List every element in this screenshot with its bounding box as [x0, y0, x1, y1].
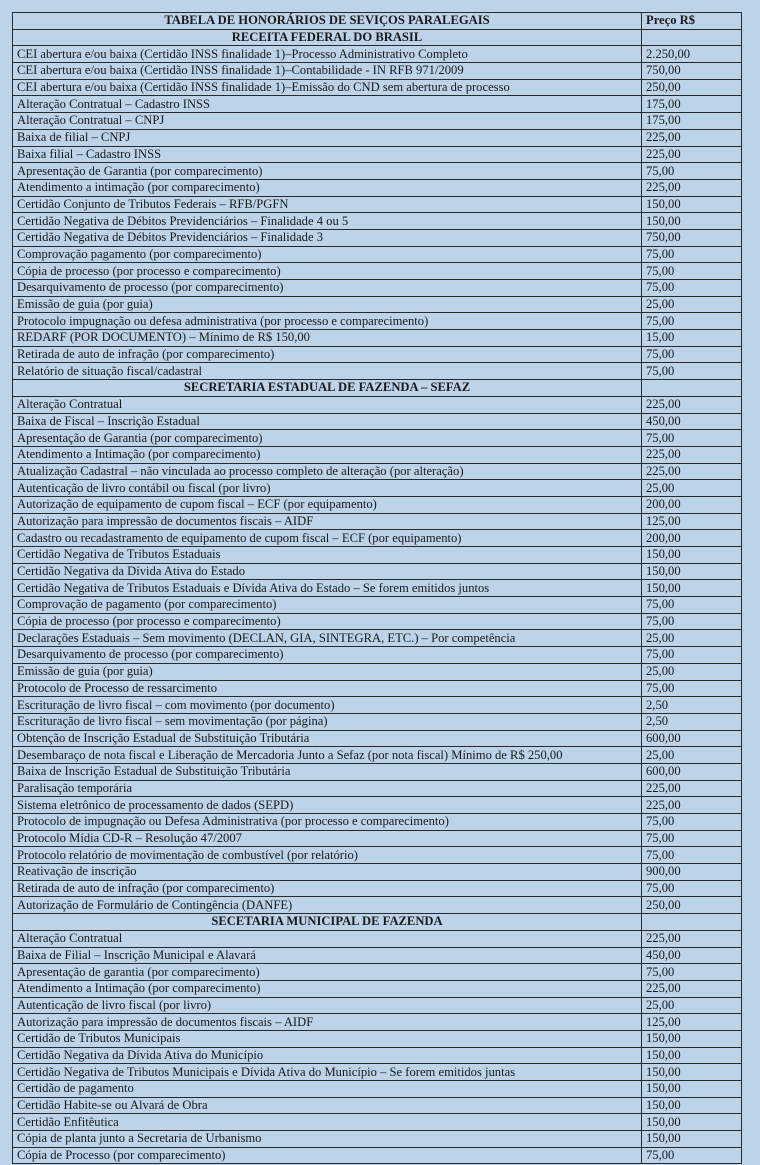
- service-price: 150,00: [642, 1131, 742, 1148]
- section-header-row: [13, 29, 742, 46]
- service-price: 75,00: [642, 597, 742, 614]
- service-price: 450,00: [642, 947, 742, 964]
- service-price: 175,00: [642, 113, 742, 130]
- service-description: Baixa filial – Cadastro INSS: [13, 146, 642, 163]
- section-header-row: [13, 380, 742, 397]
- service-price: 75,00: [642, 430, 742, 447]
- service-description: CEI abertura e/ou baixa (Certidão INSS finalidade 1)–Contabilidade - IN RFB 971/2009: [13, 63, 642, 80]
- table-row: [13, 113, 742, 130]
- service-description: Desembaraço de nota fiscal e Liberação de Mercadoria Junto a Sefaz (por nota fiscal) Mínimo de R$ 250,00: [13, 747, 642, 764]
- table-row: [13, 647, 742, 664]
- service-description: Alteração Contratual: [13, 396, 642, 413]
- table-row: [13, 747, 742, 764]
- service-description: Alteração Contratual: [13, 930, 642, 947]
- service-description: Certidão de pagamento: [13, 1081, 642, 1098]
- service-price: 25,00: [642, 296, 742, 313]
- table-row: [13, 296, 742, 313]
- service-price: 150,00: [642, 1081, 742, 1098]
- service-description: Alteração Contratual – CNPJ: [13, 113, 642, 130]
- table-row: [13, 346, 742, 363]
- service-description: Certidão Negativa da Dívida Ativa do Estado: [13, 563, 642, 580]
- table-row: [13, 880, 742, 897]
- service-description: CEI abertura e/ou baixa (Certidão INSS finalidade 1)–Processo Administrativo Completo: [13, 46, 642, 63]
- service-price: 225,00: [642, 980, 742, 997]
- table-row: [13, 1131, 742, 1148]
- service-description: REDARF (POR DOCUMENTO) – Mínimo de R$ 150,00: [13, 330, 642, 347]
- service-description: CEI abertura e/ou baixa (Certidão INSS finalidade 1)–Emissão do CND sem abertura de processo: [13, 79, 642, 96]
- service-description: Retirada de auto de infração (por comparecimento): [13, 346, 642, 363]
- service-description: Certidão Enfitêutica: [13, 1114, 642, 1131]
- service-price: 125,00: [642, 1014, 742, 1031]
- service-price: 25,00: [642, 630, 742, 647]
- price-column-header: Preço R$: [642, 13, 742, 30]
- service-price: 2.250,00: [642, 46, 742, 63]
- service-price: 600,00: [642, 730, 742, 747]
- table-row: [13, 547, 742, 564]
- service-description: Escrituração de livro fiscal – sem movimentação (por página): [13, 713, 642, 730]
- service-description: Emissão de guia (por guia): [13, 663, 642, 680]
- table-row: [13, 597, 742, 614]
- service-price: 2,50: [642, 713, 742, 730]
- service-description: Certidão Conjunto de Tributos Federais – RFB/PGFN: [13, 196, 642, 213]
- service-price: 25,00: [642, 997, 742, 1014]
- section-title: RECEITA FEDERAL DO BRASIL: [13, 29, 642, 46]
- table-row: [13, 46, 742, 63]
- service-description: Autenticação de livro fiscal (por livro): [13, 997, 642, 1014]
- table-row: [13, 1064, 742, 1081]
- table-row: [13, 580, 742, 597]
- service-description: Apresentação de Garantia (por comparecimento): [13, 430, 642, 447]
- service-description: Certidão Negativa de Débitos Previdenciários – Finalidade 3: [13, 229, 642, 246]
- service-description: Emissão de guia (por guia): [13, 296, 642, 313]
- table-row: [13, 179, 742, 196]
- service-description: Protocolo de Processo de ressarcimento: [13, 680, 642, 697]
- service-price: 75,00: [642, 1147, 742, 1164]
- table-row: [13, 897, 742, 914]
- service-price: 600,00: [642, 763, 742, 780]
- service-description: Certidão de Tributos Municipais: [13, 1030, 642, 1047]
- section-title: SECRETARIA ESTADUAL DE FAZENDA – SEFAZ: [13, 380, 642, 397]
- table-row: [13, 313, 742, 330]
- table-title: TABELA DE HONORÁRIOS DE SEVIÇOS PARALEGAIS: [13, 13, 642, 30]
- table-row: [13, 496, 742, 513]
- service-description: Atendimento a intimação (por comparecimento): [13, 179, 642, 196]
- service-description: Protocolo relatório de movimentação de combustível (por relatório): [13, 847, 642, 864]
- service-price: 150,00: [642, 1064, 742, 1081]
- table-row: [13, 163, 742, 180]
- service-description: Autorização de equipamento de cupom fiscal – ECF (por equipamento): [13, 496, 642, 513]
- service-description: Cópia de planta junto a Secretaria de Urbanismo: [13, 1131, 642, 1148]
- service-price: 25,00: [642, 663, 742, 680]
- service-description: Certidão Habite-se ou Alvará de Obra: [13, 1097, 642, 1114]
- section-price-cell: [642, 29, 742, 46]
- service-price: 225,00: [642, 780, 742, 797]
- section-title: SECETARIA MUNICIPAL DE FAZENDA: [13, 914, 642, 931]
- service-price: 75,00: [642, 830, 742, 847]
- service-description: Certidão Negativa de Tributos Municipais e Dívida Ativa do Município – Se forem emitidos juntas: [13, 1064, 642, 1081]
- service-price: 75,00: [642, 346, 742, 363]
- section-header-row: [13, 914, 742, 931]
- table-row: [13, 513, 742, 530]
- service-price: 75,00: [642, 613, 742, 630]
- table-row: [13, 213, 742, 230]
- table-row: [13, 980, 742, 997]
- table-row: [13, 430, 742, 447]
- table-header-row: [13, 13, 742, 30]
- service-price: 75,00: [642, 313, 742, 330]
- table-row: [13, 814, 742, 831]
- table-row: [13, 630, 742, 647]
- table-row: [13, 1097, 742, 1114]
- service-price: 225,00: [642, 930, 742, 947]
- service-description: Desarquivamento de processo (por comparecimento): [13, 647, 642, 664]
- service-description: Autorização de Formulário de Contingência (DANFE): [13, 897, 642, 914]
- service-description: Certidão Negativa de Tributos Estaduais: [13, 547, 642, 564]
- service-price: 125,00: [642, 513, 742, 530]
- table-row: [13, 146, 742, 163]
- table-row: [13, 780, 742, 797]
- service-price: 150,00: [642, 580, 742, 597]
- table-row: [13, 864, 742, 881]
- table-row: [13, 1047, 742, 1064]
- service-price: 75,00: [642, 680, 742, 697]
- table-row: [13, 263, 742, 280]
- service-price: 25,00: [642, 480, 742, 497]
- service-description: Baixa de filial – CNPJ: [13, 129, 642, 146]
- service-price: 225,00: [642, 463, 742, 480]
- table-row: [13, 79, 742, 96]
- service-price: 75,00: [642, 263, 742, 280]
- service-price: 15,00: [642, 330, 742, 347]
- table-row: [13, 763, 742, 780]
- table-row: [13, 1030, 742, 1047]
- service-description: Atualização Cadastral – não vinculada ao processo completo de alteração (por alteração): [13, 463, 642, 480]
- service-price: 25,00: [642, 747, 742, 764]
- table-row: [13, 1114, 742, 1131]
- service-price: 150,00: [642, 1030, 742, 1047]
- table-row: [13, 930, 742, 947]
- table-row: [13, 530, 742, 547]
- table-row: [13, 830, 742, 847]
- service-price: 225,00: [642, 446, 742, 463]
- service-description: Certidão Negativa da Dívida Ativa do Município: [13, 1047, 642, 1064]
- table-row: [13, 997, 742, 1014]
- service-description: Protocolo de impugnação ou Defesa Administrativa (por processo e comparecimento): [13, 814, 642, 831]
- service-description: Cópia de Processo (por comparecimento): [13, 1147, 642, 1164]
- table-row: [13, 1014, 742, 1031]
- table-row: [13, 1147, 742, 1164]
- service-price: 150,00: [642, 563, 742, 580]
- table-row: [13, 663, 742, 680]
- service-description: Protocolo impugnação ou defesa administrativa (por processo e comparecimento): [13, 313, 642, 330]
- service-price: 225,00: [642, 179, 742, 196]
- table-row: [13, 480, 742, 497]
- service-price: 200,00: [642, 530, 742, 547]
- service-description: Baixa de Fiscal – Inscrição Estadual: [13, 413, 642, 430]
- table-row: [13, 396, 742, 413]
- fee-table: [12, 12, 742, 1164]
- service-price: 900,00: [642, 864, 742, 881]
- service-description: Apresentação de Garantia (por comparecimento): [13, 163, 642, 180]
- service-price: 750,00: [642, 229, 742, 246]
- service-price: 225,00: [642, 396, 742, 413]
- table-row: [13, 964, 742, 981]
- service-description: Relatório de situação fiscal/cadastral: [13, 363, 642, 380]
- service-description: Baixa de Filial – Inscrição Municipal e Alavará: [13, 947, 642, 964]
- service-description: Atendimento a Intimação (por comparecimento): [13, 446, 642, 463]
- service-price: 750,00: [642, 63, 742, 80]
- service-price: 200,00: [642, 496, 742, 513]
- service-description: Cópia de processo (por processo e comparecimento): [13, 613, 642, 630]
- service-description: Autorização para impressão de documentos fiscais – AIDF: [13, 513, 642, 530]
- service-description: Comprovação pagamento (por comparecimento): [13, 246, 642, 263]
- service-description: Cadastro ou recadastramento de equipamento de cupom fiscal – ECF (por equipamento): [13, 530, 642, 547]
- service-description: Paralisação temporária: [13, 780, 642, 797]
- service-price: 150,00: [642, 196, 742, 213]
- table-row: [13, 229, 742, 246]
- service-price: 75,00: [642, 280, 742, 297]
- table-row: [13, 847, 742, 864]
- service-price: 225,00: [642, 129, 742, 146]
- service-description: Escrituração de livro fiscal – com movimento (por documento): [13, 697, 642, 714]
- service-price: 2,50: [642, 697, 742, 714]
- service-description: Certidão Negativa de Débitos Previdenciários – Finalidade 4 ou 5: [13, 213, 642, 230]
- table-row: [13, 363, 742, 380]
- service-price: 75,00: [642, 246, 742, 263]
- service-description: Obtenção de Inscrição Estadual de Substituição Tributária: [13, 730, 642, 747]
- table-row: [13, 330, 742, 347]
- service-price: 450,00: [642, 413, 742, 430]
- service-price: 75,00: [642, 647, 742, 664]
- service-description: Cópia de processo (por processo e comparecimento): [13, 263, 642, 280]
- table-row: [13, 713, 742, 730]
- service-price: 150,00: [642, 213, 742, 230]
- service-description: Reativação de inscrição: [13, 864, 642, 881]
- service-description: Baixa de Inscrição Estadual de Substituição Tributária: [13, 763, 642, 780]
- service-price: 250,00: [642, 79, 742, 96]
- table-row: [13, 246, 742, 263]
- fee-table-body: [13, 13, 742, 1164]
- table-row: [13, 96, 742, 113]
- table-row: [13, 463, 742, 480]
- service-price: 150,00: [642, 547, 742, 564]
- service-price: 75,00: [642, 847, 742, 864]
- service-description: Apresentação de garantia (por comparecimento): [13, 964, 642, 981]
- service-price: 175,00: [642, 96, 742, 113]
- service-description: Declarações Estaduais – Sem movimento (DECLAN, GIA, SINTEGRA, ETC.) – Por competência: [13, 630, 642, 647]
- service-description: Certidão Negativa de Tributos Estaduais e Dívida Ativa do Estado – Se forem emitidos juntos: [13, 580, 642, 597]
- table-row: [13, 63, 742, 80]
- table-row: [13, 697, 742, 714]
- service-price: 75,00: [642, 880, 742, 897]
- service-price: 150,00: [642, 1047, 742, 1064]
- section-price-cell: [642, 914, 742, 931]
- service-description: Alteração Contratual – Cadastro INSS: [13, 96, 642, 113]
- service-price: 75,00: [642, 964, 742, 981]
- service-price: 75,00: [642, 363, 742, 380]
- service-price: 250,00: [642, 897, 742, 914]
- service-price: 150,00: [642, 1114, 742, 1131]
- service-description: Desarquivamento de processo (por comparecimento): [13, 280, 642, 297]
- service-price: 150,00: [642, 1097, 742, 1114]
- table-row: [13, 446, 742, 463]
- table-row: [13, 1081, 742, 1098]
- table-row: [13, 413, 742, 430]
- service-description: Retirada de auto de infração (por comparecimento): [13, 880, 642, 897]
- table-row: [13, 280, 742, 297]
- table-row: [13, 129, 742, 146]
- service-price: 225,00: [642, 797, 742, 814]
- service-description: Comprovação de pagamento (por comparecimento): [13, 597, 642, 614]
- table-row: [13, 196, 742, 213]
- service-description: Autenticação de livro contábil ou fiscal (por livro): [13, 480, 642, 497]
- service-description: Autorização para impressão de documentos fiscais – AIDF: [13, 1014, 642, 1031]
- table-row: [13, 797, 742, 814]
- table-row: [13, 947, 742, 964]
- service-price: 75,00: [642, 163, 742, 180]
- table-row: [13, 680, 742, 697]
- table-row: [13, 613, 742, 630]
- table-row: [13, 730, 742, 747]
- service-price: 225,00: [642, 146, 742, 163]
- service-description: Protocolo Mídia CD-R – Resolução 47/2007: [13, 830, 642, 847]
- table-row: [13, 563, 742, 580]
- service-price: 75,00: [642, 814, 742, 831]
- section-price-cell: [642, 380, 742, 397]
- service-description: Sistema eletrônico de processamento de dados (SEPD): [13, 797, 642, 814]
- service-description: Atendimento a Intimação (por comparecimento): [13, 980, 642, 997]
